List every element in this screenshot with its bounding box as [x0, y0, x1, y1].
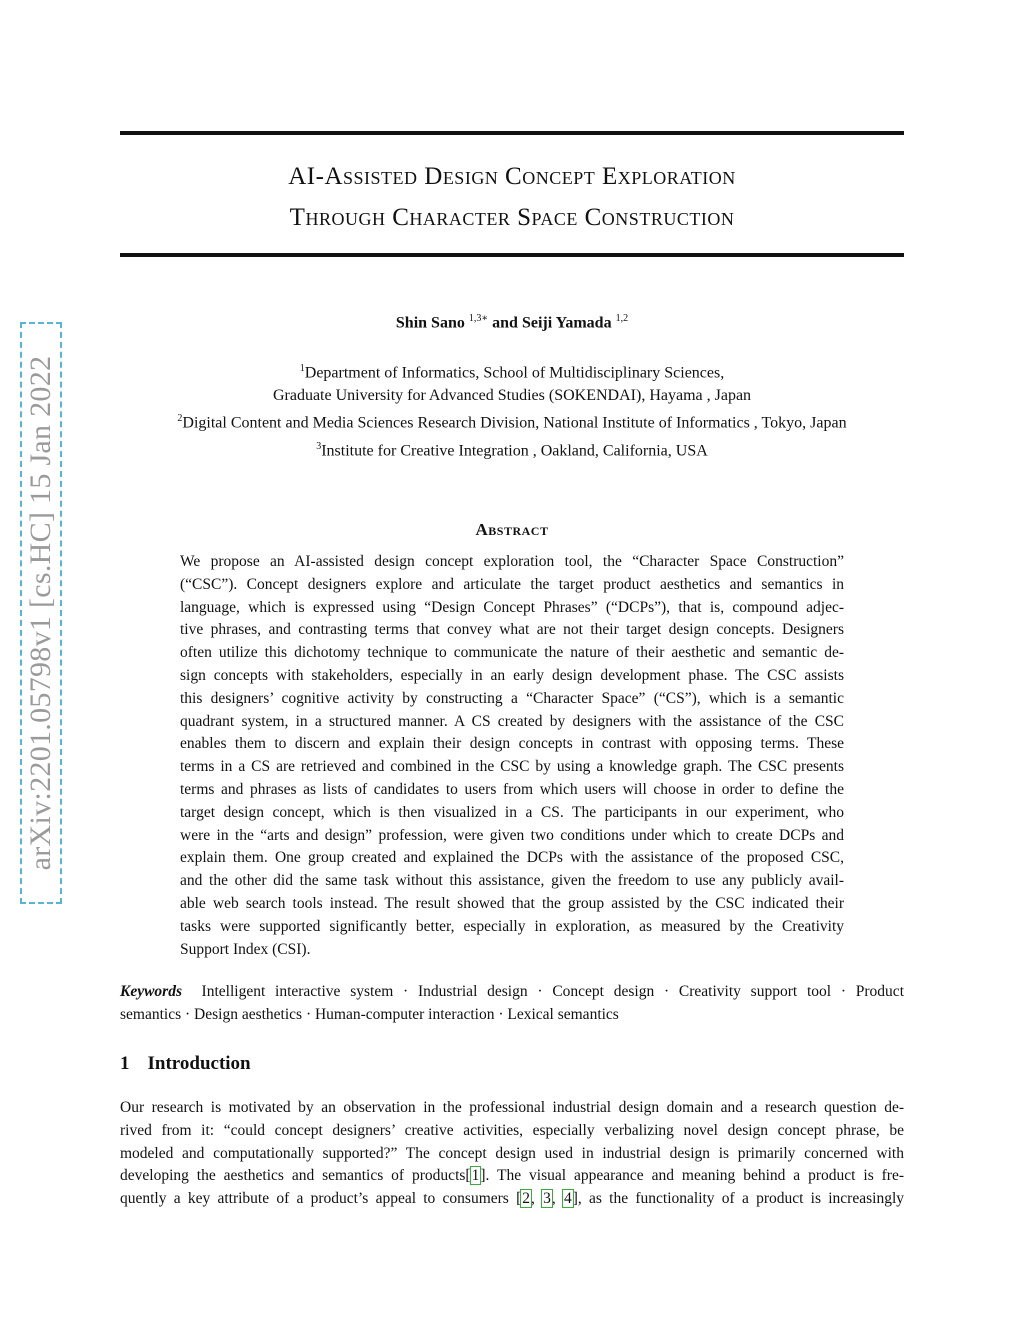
abstract-line: enables them to discern and explain their design concepts in contrast with opposing terms. These: [180, 735, 844, 753]
author-name: Seiji Yamada: [521, 314, 612, 332]
author-conjunction: and: [492, 314, 518, 332]
citation-link[interactable]: 3: [543, 1190, 551, 1208]
title-top-rule: [120, 131, 904, 135]
citation-link[interactable]: 2: [522, 1190, 530, 1208]
intro-line: quently a key attribute of a product’s appeal to consumers [2, 3, 4], as the functionality of a product is increasingly: [120, 1190, 904, 1208]
abstract-body: [180, 551, 844, 961]
abstract-line: Support Index (CSI).: [180, 940, 311, 958]
section-number: 1: [120, 1053, 130, 1074]
keywords: [120, 980, 904, 1026]
abstract-line: this designers’ cognitive activity by constructing a “Character Space” (“CS”), which is a semantic: [180, 689, 844, 707]
keywords-line: Keywords Intelligent interactive system · Industrial design · Concept design · Creativity support tool · Product: [120, 983, 904, 1000]
abstract-line: terms in a CS are retrieved and combined in the CSC by using a knowledge graph. The CSC presents: [180, 758, 844, 776]
abstract-line: were in the “arts and design” profession, were given two conditions under which to create DCPs and: [180, 826, 844, 844]
abstract-line: (“CSC”). Concept designers explore and articulate the target product aesthetics and semantics in: [180, 575, 844, 593]
citation-link[interactable]: 1: [471, 1167, 480, 1185]
intro-line: Our research is motivated by an observation in the professional industrial design domain and a research question de-: [120, 1099, 904, 1116]
abstract-heading: Abstract: [475, 520, 549, 539]
intro-line: modeled and computationally supported?” The concept design used in industrial design is primarily concerned with: [120, 1144, 904, 1162]
keywords-label: Keywords: [120, 983, 182, 1000]
abstract-line: and the other did the same task without this assistance, given the freedom to use any publicly avail-: [180, 872, 844, 890]
author-name: Shin Sano: [395, 314, 465, 332]
abstract-line: quadrant system, in a structured manner. A CS created by designers with the assistance of the CSC: [180, 712, 844, 730]
affiliation-line: $^3$Institute for Creative Integration , Oakland, California, USA: [316, 440, 708, 459]
author-list: [0, 313, 1024, 332]
abstract-line: terms and phrases as lists of candidates to users from which users will choose in order to define the: [180, 780, 844, 798]
intro-line: rived from it: “could concept designers’ creative activities, especially verbalizing novel design concept phrase, be: [120, 1121, 904, 1139]
abstract-line: language, which is expressed using “Design Concept Phrases” (“DCPs”), that is, compound adjec-: [180, 598, 844, 616]
arxiv-identifier-stamp[interactable]: [20, 322, 62, 904]
abstract-line: often utilize this dichotomy technique to communicate the nature of their aesthetic and semantic de-: [180, 644, 844, 662]
affiliation-line: $^2$Digital Content and Media Sciences Research Division, National Institute of Informatics , Tokyo, Japan: [177, 413, 847, 432]
section-title: Introduction: [147, 1053, 251, 1074]
affiliations: [120, 357, 904, 462]
paper-title-line-2: Through Character Space Construction: [289, 204, 735, 231]
affiliation-line: Graduate University for Advanced Studies (SOKENDAI), Hayama , Japan: [272, 387, 752, 405]
intro-line: developing the aesthetics and semantics of products[1]. The visual appearance and meaning behind a product is fre-: [120, 1167, 905, 1185]
abstract-line: explain them. One group created and explained the DCPs with the assistance of the proposed CSC,: [180, 849, 844, 867]
abstract-line: We propose an AI-assisted design concept exploration tool, the “Character Space Construction”: [180, 553, 844, 570]
author-affiliation-marker: 1,2: [615, 313, 629, 324]
abstract-line: tive phrases, and contrasting terms that convey what are not their target design concepts. Designers: [180, 621, 844, 639]
keywords-line: semantics · Design aesthetics · Human-computer interaction · Lexical semantics: [120, 1006, 619, 1023]
introduction-body: [120, 1097, 904, 1211]
affiliation-line: $^1$Department of Informatics, School of Multidisciplinary Sciences,: [299, 363, 725, 382]
abstract-line: tasks were supported significantly better, especially in exploration, as measured by the Creativity: [180, 917, 844, 935]
section-heading: [120, 1053, 251, 1075]
abstract-line: sign concepts with stakeholders, especially in an early design development phase. The CSC assists: [180, 666, 844, 684]
arxiv-identifier-text: arXiv:2201.05798v1 [cs.HC] 15 Jan 2022: [24, 355, 57, 871]
abstract-line: target design concept, which is then visualized in a CS. The participants in our experiment, who: [180, 803, 844, 821]
abstract-line: able web search tools instead. The result showed that the group assisted by the CSC indicated their: [180, 894, 844, 912]
citation-link[interactable]: 4: [564, 1190, 572, 1208]
title-bottom-rule: [120, 253, 904, 257]
paper-title-line-1: AI-Assisted Design Concept Exploration: [288, 163, 736, 190]
author-affiliation-marker: 1,3∗: [468, 313, 489, 324]
